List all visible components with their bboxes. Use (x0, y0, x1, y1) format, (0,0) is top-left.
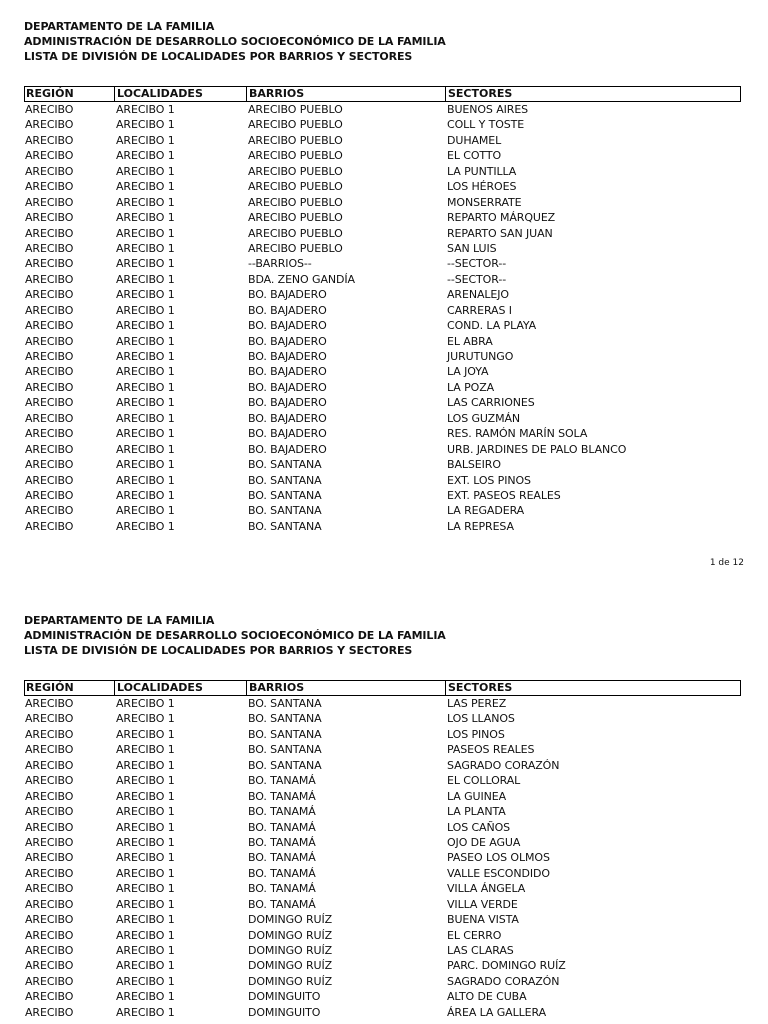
column-header-localities: LOCALIDADES (114, 87, 203, 101)
cell-barrio: BO. SANTANA (248, 697, 322, 710)
table-row (24, 395, 741, 410)
cell-barrio: --BARRIOS-- (248, 257, 312, 271)
table-row (24, 349, 741, 364)
table-row (24, 881, 741, 896)
cell-barrio: BO. TANAMÁ (248, 851, 316, 865)
cell-barrio: BO. SANTANA (248, 504, 322, 518)
cell-sector: URB. JARDINES DE PALO BLANCO (447, 442, 627, 456)
cell-sector: PASEOS REALES (447, 743, 535, 757)
cell-locality: ARECIBO 1 (116, 774, 175, 788)
cell-barrio: ARECIBO PUEBLO (248, 195, 343, 209)
cell-sector: LOS GUZMÁN (447, 411, 521, 425)
cell-locality: ARECIBO 1 (116, 380, 175, 394)
cell-barrio: BO. BAJADERO (248, 396, 327, 410)
cell-region: ARECIBO (25, 103, 74, 116)
cell-barrio: BO. TANAMÁ (248, 882, 316, 896)
cell-barrio: BO. SANTANA (248, 712, 322, 726)
table-row (24, 758, 741, 773)
cell-sector: EL ABRA (447, 334, 493, 348)
cell-locality: ARECIBO 1 (116, 944, 175, 957)
cell-locality: ARECIBO 1 (116, 712, 175, 726)
cell-region: ARECIBO (25, 195, 74, 209)
table-row (24, 1005, 741, 1020)
localities-table (24, 680, 741, 1020)
table-row (24, 442, 741, 457)
cell-locality: ARECIBO 1 (116, 334, 175, 348)
cell-sector: VILLA ÁNGELA (447, 882, 526, 896)
cell-sector: RES. RAMÓN MARÍN SOLA (447, 427, 588, 441)
cell-locality: ARECIBO 1 (116, 974, 175, 988)
cell-region: ARECIBO (25, 303, 74, 317)
table-row (24, 226, 741, 241)
cell-region: ARECIBO (25, 133, 74, 147)
cell-region: ARECIBO (25, 241, 74, 255)
cell-barrio: ARECIBO PUEBLO (248, 241, 343, 255)
cell-sector: LA JOYA (447, 365, 489, 379)
cell-locality: ARECIBO 1 (116, 758, 175, 772)
cell-sector: ÁREA LA GALLERA (447, 1005, 547, 1019)
localities-table (24, 86, 741, 534)
cell-sector: LA GUINEA (447, 789, 507, 803)
cell-barrio: BO. SANTANA (248, 473, 322, 487)
cell-region: ARECIBO (25, 488, 74, 502)
cell-barrio: BO. TANAMÁ (248, 866, 316, 880)
table-row (24, 727, 741, 742)
cell-sector: ARENALEJO (447, 288, 509, 302)
cell-locality: ARECIBO 1 (116, 164, 175, 178)
cell-sector: LA REGADERA (447, 504, 525, 518)
cell-sector: JURUTUNGO (447, 350, 514, 363)
cell-region: ARECIBO (25, 350, 74, 363)
cell-barrio: ARECIBO PUEBLO (248, 164, 343, 178)
cell-barrio: ARECIBO PUEBLO (248, 118, 343, 132)
table-header-row (24, 680, 741, 696)
header-administration: ADMINISTRACIÓN DE DESARROLLO SOCIOECONÓMICO DE LA FAMILIA (24, 629, 446, 642)
column-header-barrios: BARRIOS (246, 87, 304, 101)
cell-sector: PARC. DOMINGO RUÍZ (447, 959, 566, 973)
cell-sector: --SECTOR-- (447, 257, 507, 271)
cell-region: ARECIBO (25, 727, 74, 741)
cell-sector: REPARTO MÁRQUEZ (447, 211, 556, 225)
cell-locality: ARECIBO 1 (116, 504, 175, 518)
table-row (24, 850, 741, 865)
table-body (24, 102, 741, 534)
cell-region: ARECIBO (25, 458, 74, 472)
table-row (24, 148, 741, 163)
cell-locality: ARECIBO 1 (116, 458, 175, 472)
cell-region: ARECIBO (25, 820, 74, 834)
cell-sector: LA POZA (447, 380, 495, 394)
cell-barrio: BO. SANTANA (248, 488, 322, 502)
table-row (24, 473, 741, 488)
cell-region: ARECIBO (25, 1005, 74, 1019)
cell-barrio: ARECIBO PUEBLO (248, 149, 343, 163)
cell-region: ARECIBO (25, 164, 74, 178)
table-row (24, 897, 741, 912)
cell-locality: ARECIBO 1 (116, 473, 175, 487)
table-row (24, 835, 741, 850)
cell-sector: LOS PINOS (447, 727, 505, 741)
cell-locality: ARECIBO 1 (116, 303, 175, 317)
cell-region: ARECIBO (25, 396, 74, 410)
cell-locality: ARECIBO 1 (116, 288, 175, 302)
cell-region: ARECIBO (25, 758, 74, 772)
cell-sector: SAN LUIS (447, 241, 497, 255)
cell-barrio: ARECIBO PUEBLO (248, 180, 343, 194)
table-row (24, 912, 741, 927)
table-row (24, 866, 741, 881)
cell-sector: LOS LLANOS (447, 712, 515, 726)
table-row (24, 773, 741, 788)
cell-region: ARECIBO (25, 959, 74, 973)
table-row (24, 179, 741, 194)
cell-barrio: BO. SANTANA (248, 519, 322, 533)
cell-locality: ARECIBO 1 (116, 411, 175, 425)
cell-locality: ARECIBO 1 (116, 149, 175, 163)
cell-region: ARECIBO (25, 835, 74, 849)
header-department: DEPARTAMENTO DE LA FAMILIA (24, 20, 215, 33)
document-header (24, 19, 446, 64)
cell-barrio: BO. SANTANA (248, 758, 322, 772)
cell-locality: ARECIBO 1 (116, 103, 175, 116)
table-row (24, 364, 741, 379)
column-header-barrios: BARRIOS (246, 681, 304, 695)
cell-sector: EL COLLORAL (447, 774, 521, 788)
cell-locality: ARECIBO 1 (116, 1005, 175, 1019)
cell-barrio: BO. BAJADERO (248, 380, 327, 394)
cell-sector: EL COTTO (447, 149, 502, 163)
cell-sector: LAS CARRIONES (447, 396, 535, 410)
cell-barrio: DOMINGUITO (248, 1005, 321, 1019)
cell-locality: ARECIBO 1 (116, 805, 175, 819)
cell-locality: ARECIBO 1 (116, 118, 175, 132)
table-row (24, 789, 741, 804)
cell-barrio: BO. SANTANA (248, 727, 322, 741)
table-row (24, 287, 741, 302)
cell-locality: ARECIBO 1 (116, 727, 175, 741)
cell-region: ARECIBO (25, 473, 74, 487)
table-row (24, 488, 741, 503)
header-administration: ADMINISTRACIÓN DE DESARROLLO SOCIOECONÓMICO DE LA FAMILIA (24, 35, 446, 48)
cell-region: ARECIBO (25, 211, 74, 225)
cell-barrio: DOMINGUITO (248, 990, 321, 1004)
cell-locality: ARECIBO 1 (116, 257, 175, 271)
cell-sector: SAGRADO CORAZÓN (447, 758, 560, 772)
cell-locality: ARECIBO 1 (116, 427, 175, 441)
cell-region: ARECIBO (25, 882, 74, 896)
cell-region: ARECIBO (25, 913, 74, 927)
cell-sector: LAS CLARAS (447, 944, 514, 957)
cell-locality: ARECIBO 1 (116, 866, 175, 880)
cell-region: ARECIBO (25, 365, 74, 379)
document-header (24, 613, 446, 658)
cell-sector: COND. LA PLAYA (447, 319, 537, 333)
table-row (24, 974, 741, 989)
cell-barrio: BO. TANAMÁ (248, 820, 316, 834)
column-header-region: REGIÓN (26, 87, 74, 100)
cell-region: ARECIBO (25, 743, 74, 757)
cell-locality: ARECIBO 1 (116, 272, 175, 286)
header-list-title: LISTA DE DIVISIÓN DE LOCALIDADES POR BARRIOS Y SECTORES (24, 50, 413, 63)
column-header-localities: LOCALIDADES (114, 681, 203, 695)
cell-sector: PASEO LOS OLMOS (447, 851, 550, 865)
cell-locality: ARECIBO 1 (116, 241, 175, 255)
table-row (24, 989, 741, 1004)
table-row (24, 102, 741, 117)
cell-locality: ARECIBO 1 (116, 396, 175, 410)
cell-region: ARECIBO (25, 411, 74, 425)
cell-region: ARECIBO (25, 519, 74, 533)
cell-locality: ARECIBO 1 (116, 820, 175, 834)
cell-locality: ARECIBO 1 (116, 851, 175, 865)
header-department: DEPARTAMENTO DE LA FAMILIA (24, 614, 215, 627)
table-row (24, 411, 741, 426)
table-row (24, 457, 741, 472)
cell-region: ARECIBO (25, 712, 74, 726)
column-header-region: REGIÓN (26, 681, 74, 694)
cell-sector: OJO DE AGUA (447, 835, 521, 849)
header-list-title: LISTA DE DIVISIÓN DE LOCALIDADES POR BARRIOS Y SECTORES (24, 644, 413, 657)
table-body (24, 696, 741, 1020)
cell-barrio: ARECIBO PUEBLO (248, 133, 343, 147)
cell-region: ARECIBO (25, 805, 74, 819)
table-row (24, 820, 741, 835)
document-page-2 (0, 594, 768, 1024)
table-row (24, 318, 741, 333)
cell-locality: ARECIBO 1 (116, 697, 175, 710)
table-row (24, 503, 741, 518)
cell-barrio: BO. TANAMÁ (248, 789, 316, 803)
table-row (24, 943, 741, 958)
cell-locality: ARECIBO 1 (116, 442, 175, 456)
cell-region: ARECIBO (25, 990, 74, 1004)
cell-barrio: BO. BAJADERO (248, 427, 327, 441)
cell-sector: LA PUNTILLA (447, 164, 517, 178)
column-header-sectores: SECTORES (445, 87, 512, 101)
cell-locality: ARECIBO 1 (116, 226, 175, 240)
table-row (24, 303, 741, 318)
cell-region: ARECIBO (25, 851, 74, 865)
cell-sector: ALTO DE CUBA (447, 990, 527, 1004)
cell-region: ARECIBO (25, 944, 74, 957)
table-row (24, 426, 741, 441)
cell-locality: ARECIBO 1 (116, 133, 175, 147)
cell-barrio: DOMINGO RUÍZ (248, 928, 333, 942)
cell-region: ARECIBO (25, 226, 74, 240)
cell-sector: BALSEIRO (447, 458, 501, 472)
cell-sector: BUENOS AIRES (447, 103, 529, 116)
table-row (24, 241, 741, 256)
cell-barrio: DOMINGO RUÍZ (248, 913, 333, 927)
cell-barrio: BO. TANAMÁ (248, 835, 316, 849)
cell-region: ARECIBO (25, 866, 74, 880)
cell-region: ARECIBO (25, 442, 74, 456)
table-row (24, 958, 741, 973)
cell-sector: --SECTOR-- (447, 272, 507, 286)
cell-barrio: BO. TANAMÁ (248, 805, 316, 819)
cell-barrio: BO. SANTANA (248, 743, 322, 757)
cell-region: ARECIBO (25, 974, 74, 988)
table-row (24, 117, 741, 132)
cell-sector: REPARTO SAN JUAN (447, 226, 553, 240)
table-row (24, 195, 741, 210)
table-row (24, 696, 741, 711)
cell-locality: ARECIBO 1 (116, 789, 175, 803)
cell-sector: LOS HÉROES (447, 180, 517, 194)
cell-region: ARECIBO (25, 697, 74, 710)
cell-barrio: ARECIBO PUEBLO (248, 226, 343, 240)
cell-locality: ARECIBO 1 (116, 835, 175, 849)
cell-barrio: BO. TANAMÁ (248, 897, 316, 911)
cell-barrio: BO. BAJADERO (248, 365, 327, 379)
cell-barrio: DOMINGO RUÍZ (248, 974, 333, 988)
cell-barrio: BO. BAJADERO (248, 334, 327, 348)
cell-sector: COLL Y TOSTE (447, 118, 525, 132)
cell-barrio: BDA. ZENO GANDÍA (248, 272, 355, 286)
table-row (24, 928, 741, 943)
table-row (24, 133, 741, 148)
cell-sector: MONSERRATE (447, 195, 522, 209)
cell-locality: ARECIBO 1 (116, 180, 175, 194)
table-row (24, 164, 741, 179)
cell-locality: ARECIBO 1 (116, 211, 175, 225)
cell-locality: ARECIBO 1 (116, 897, 175, 911)
cell-region: ARECIBO (25, 149, 74, 163)
cell-region: ARECIBO (25, 257, 74, 271)
cell-region: ARECIBO (25, 380, 74, 394)
cell-locality: ARECIBO 1 (116, 928, 175, 942)
cell-sector: BUENA VISTA (447, 913, 519, 927)
cell-locality: ARECIBO 1 (116, 913, 175, 927)
page-number: 1 de 12 (709, 558, 744, 568)
cell-barrio: BO. BAJADERO (248, 350, 327, 363)
cell-sector: VALLE ESCONDIDO (447, 866, 550, 880)
cell-locality: ARECIBO 1 (116, 959, 175, 973)
table-row (24, 210, 741, 225)
table-row (24, 380, 741, 395)
cell-region: ARECIBO (25, 897, 74, 911)
cell-region: ARECIBO (25, 288, 74, 302)
cell-locality: ARECIBO 1 (116, 882, 175, 896)
cell-sector: CARRERAS I (447, 303, 512, 317)
cell-locality: ARECIBO 1 (116, 488, 175, 502)
cell-barrio: BO. BAJADERO (248, 288, 327, 302)
table-row (24, 519, 741, 534)
cell-region: ARECIBO (25, 272, 74, 286)
cell-sector: LA PLANTA (447, 805, 506, 819)
table-row (24, 256, 741, 271)
cell-barrio: DOMINGO RUÍZ (248, 944, 333, 957)
table-row (24, 742, 741, 757)
cell-sector: EXT. LOS PINOS (447, 473, 531, 487)
cell-sector: EXT. PASEOS REALES (447, 488, 561, 502)
cell-barrio: BO. SANTANA (248, 458, 322, 472)
cell-region: ARECIBO (25, 789, 74, 803)
cell-locality: ARECIBO 1 (116, 743, 175, 757)
cell-region: ARECIBO (25, 180, 74, 194)
cell-barrio: BO. BAJADERO (248, 411, 327, 425)
cell-region: ARECIBO (25, 774, 74, 788)
table-row (24, 711, 741, 726)
cell-sector: LAS PEREZ (447, 697, 507, 710)
cell-sector: LOS CAÑOS (447, 820, 511, 834)
table-row (24, 334, 741, 349)
cell-sector: DUHAMEL (447, 133, 502, 147)
cell-region: ARECIBO (25, 118, 74, 132)
cell-barrio: BO. TANAMÁ (248, 774, 316, 788)
column-header-sectores: SECTORES (445, 681, 512, 695)
cell-barrio: DOMINGO RUÍZ (248, 959, 333, 973)
cell-locality: ARECIBO 1 (116, 990, 175, 1004)
cell-locality: ARECIBO 1 (116, 365, 175, 379)
cell-sector: LA REPRESA (447, 519, 514, 533)
cell-region: ARECIBO (25, 319, 74, 333)
cell-region: ARECIBO (25, 504, 74, 518)
cell-locality: ARECIBO 1 (116, 195, 175, 209)
cell-barrio: BO. BAJADERO (248, 442, 327, 456)
table-row (24, 272, 741, 287)
cell-region: ARECIBO (25, 928, 74, 942)
cell-locality: ARECIBO 1 (116, 519, 175, 533)
table-row (24, 804, 741, 819)
table-header-row (24, 86, 741, 102)
cell-barrio: ARECIBO PUEBLO (248, 103, 343, 116)
cell-barrio: BO. BAJADERO (248, 303, 327, 317)
cell-barrio: ARECIBO PUEBLO (248, 211, 343, 225)
cell-region: ARECIBO (25, 334, 74, 348)
cell-barrio: BO. BAJADERO (248, 319, 327, 333)
cell-sector: EL CERRO (447, 928, 502, 942)
cell-region: ARECIBO (25, 427, 74, 441)
cell-sector: VILLA VERDE (447, 897, 518, 911)
cell-sector: SAGRADO CORAZÓN (447, 974, 560, 988)
cell-locality: ARECIBO 1 (116, 319, 175, 333)
cell-locality: ARECIBO 1 (116, 350, 175, 363)
